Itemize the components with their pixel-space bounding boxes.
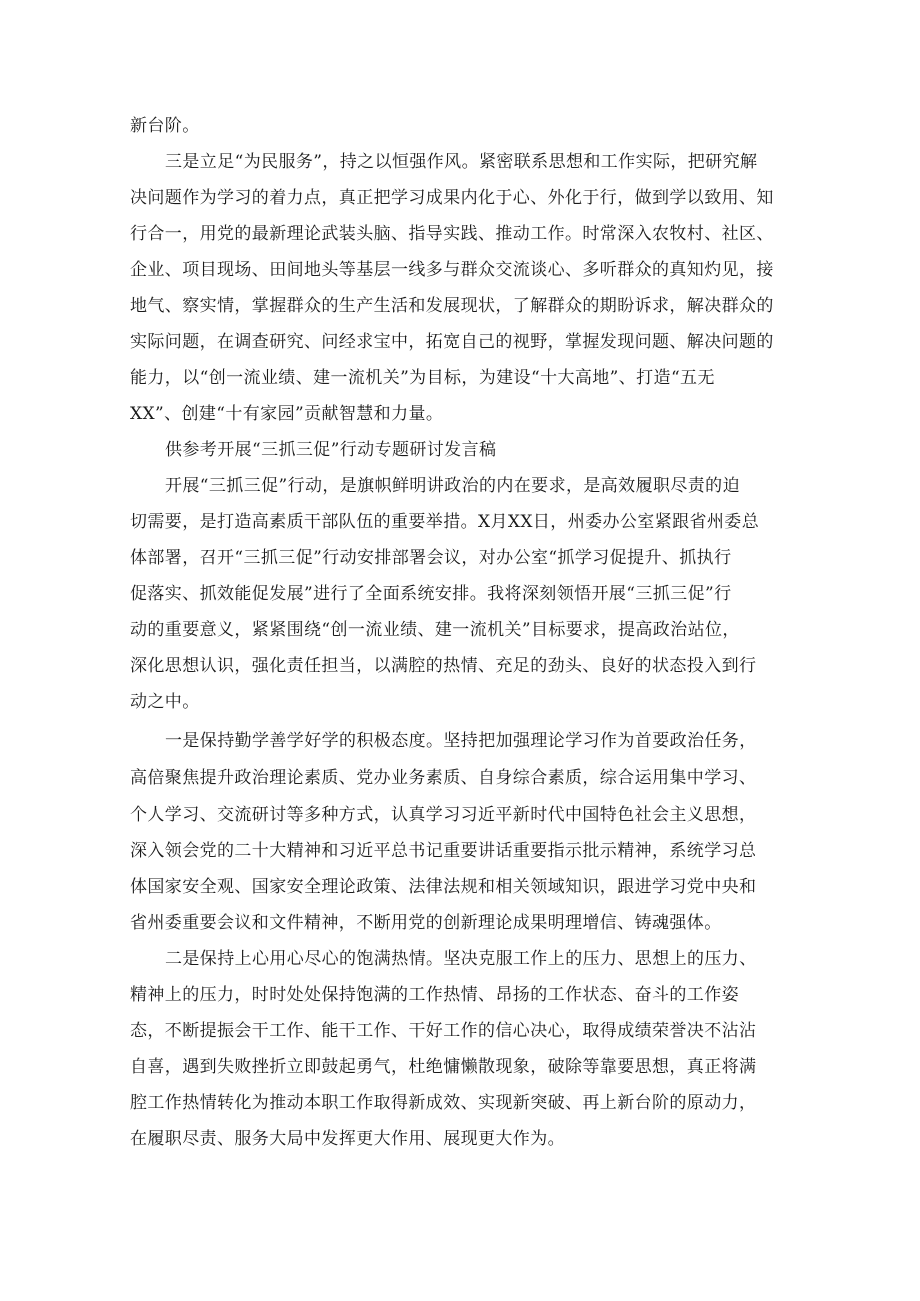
- text-line: 深化思想认识，强化责任担当，以满腔的热情、充足的劲头、良好的状态投入到行: [130, 656, 757, 676]
- text-line: 省州委重要会议和文件精神，不断用党的创新理论成果明理增信、铸魂强体。: [130, 913, 722, 933]
- text-line: 高倍聚焦提升政治理论素质、党办业务素质、自身综合素质，综合运用集中学习、: [130, 768, 757, 788]
- text-line: 实际问题，在调查研究、问经求宝中，拓宽自己的视野，掌握发现问题、解决问题的: [130, 332, 774, 352]
- text-line: 体国家安全观、国家安全理论政策、法律法规和相关领域知识，跟进学习党中央和: [130, 877, 757, 897]
- text-line: 行合一，用党的最新理论武装头脑、指导实践、推动工作。时常深入农牧村、社区、: [130, 224, 774, 244]
- text-line: 精神上的压力，时时处处保持饱满的工作热情、昂扬的工作状态、奋斗的工作姿: [130, 985, 739, 1005]
- text-line: 三是立足“为民服务”，持之以恒强作风。紧密联系思想和工作实际，把研究解: [165, 152, 758, 172]
- text-line: 自喜，遇到失败挫折立即鼓起勇气，杜绝慵懒散现象，破除等靠要思想，真正将满: [130, 1057, 757, 1077]
- text-line: 决问题作为学习的着力点，真正把学习成果内化于心、外化于行，做到学以致用、知: [130, 188, 774, 208]
- text-line: 开展“三抓三促”行动，是旗帜鲜明讲政治的内在要求，是高效履职尽责的迫: [165, 476, 740, 496]
- text-line: 体部署，召开“三抓三促”行动安排部署会议，对办公室“抓学习促提升、抓执行: [130, 548, 732, 568]
- text-line: 腔工作热情转化为推动本职工作取得新成效、实现新突破、再上新台阶的原动力，: [130, 1093, 757, 1113]
- text-line: 深入领会党的二十大精神和习近平总书记重要讲话重要指示批示精神，系统学习总: [130, 841, 757, 861]
- text-line: 新台阶。: [130, 116, 200, 136]
- text-line: 促落实、抓效能促发展”进行了全面系统安排。我将深刻领悟开展“三抓三促”行: [130, 584, 732, 604]
- text-line: 在履职尽责、服务大局中发挥更大作用、展现更大作为。: [130, 1129, 565, 1149]
- text-line: XX”、创建“十有家园”贡献智慧和力量。: [130, 404, 444, 424]
- text-line: 切需要，是打造高素质干部队伍的重要举措。X月XX日，州委办公室紧跟省州委总: [130, 512, 760, 532]
- section-title: 供参考开展“三抓三促”行动专题研讨发言稿: [165, 440, 497, 460]
- text-line: 二是保持上心用心尽心的饱满热情。坚决克服工作上的压力、思想上的压力、: [165, 949, 757, 969]
- text-line: 动之中。: [130, 692, 200, 712]
- text-line: 态，不断提振会干工作、能干工作、干好工作的信心决心，取得成绩荣誉决不沾沾: [130, 1021, 757, 1041]
- text-line: 个人学习、交流研讨等多种方式，认真学习习近平新时代中国特色社会主义思想，: [130, 805, 757, 825]
- text-line: 能力，以“创一流业绩、建一流机关”为目标，为建设“十大高地”、打造“五无: [130, 368, 715, 388]
- text-line: 地气、察实情，掌握群众的生产生活和发展现状，了解群众的期盼诉求，解决群众的: [130, 296, 774, 316]
- text-line: 动的重要意义，紧紧围绕“创一流业绩、建一流机关”目标要求，提高政治站位，: [130, 620, 740, 640]
- text-line: 企业、项目现场、田间地头等基层一线多与群众交流谈心、多听群众的真知灼见，接: [130, 260, 774, 280]
- text-line: 一是保持勤学善学好学的积极态度。坚持把加强理论学习作为首要政治任务，: [165, 731, 757, 751]
